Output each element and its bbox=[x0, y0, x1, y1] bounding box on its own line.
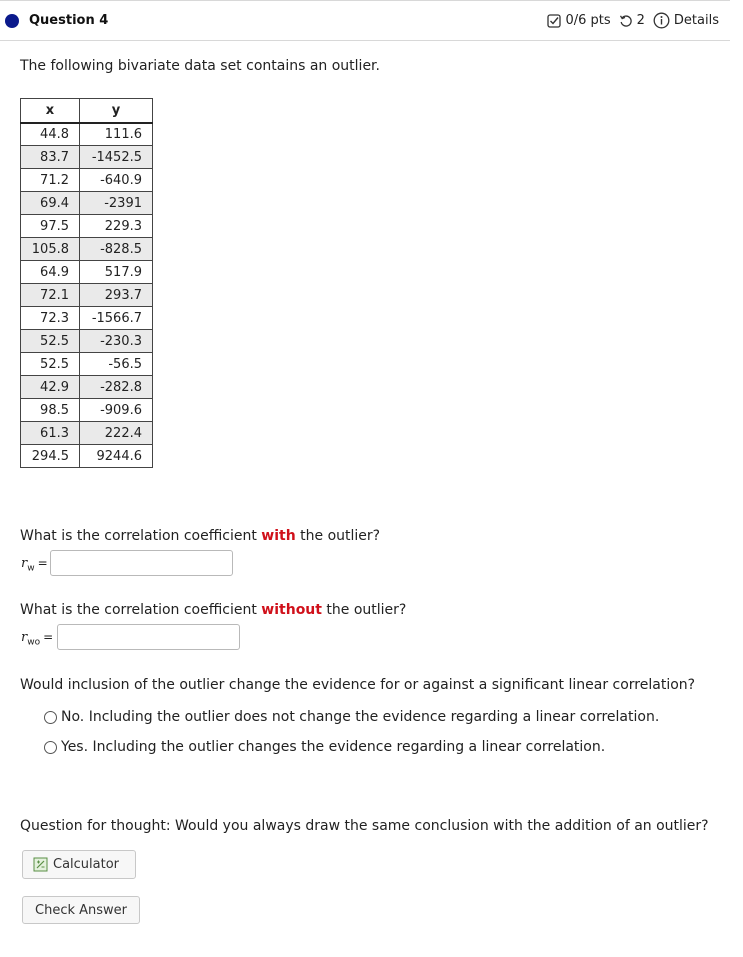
cell-y: -909.6 bbox=[80, 399, 153, 422]
cell-x: 69.4 bbox=[21, 192, 80, 215]
cell-x: 64.9 bbox=[21, 261, 80, 284]
table-header-row bbox=[21, 99, 153, 123]
info-icon bbox=[653, 12, 670, 29]
cell-x: 294.5 bbox=[21, 445, 80, 468]
r-symbol: r bbox=[21, 630, 28, 645]
question-text: What is the correlation coefficient bbox=[20, 602, 262, 618]
calculator-label: Calculator bbox=[53, 857, 120, 872]
equals-sign: = bbox=[43, 630, 54, 644]
column-header-x: x bbox=[21, 99, 80, 123]
cell-x: 98.5 bbox=[21, 399, 80, 422]
emphasis-without: without bbox=[261, 602, 322, 618]
question-without-outlier bbox=[20, 602, 406, 618]
cell-y: -1452.5 bbox=[80, 146, 153, 169]
table-row bbox=[21, 215, 153, 238]
data-table bbox=[20, 98, 153, 468]
table-row bbox=[21, 353, 153, 376]
cell-x: 105.8 bbox=[21, 238, 80, 261]
cell-y: -230.3 bbox=[80, 330, 153, 353]
question-text: the outlier? bbox=[321, 602, 407, 618]
equals-sign: = bbox=[37, 556, 48, 570]
cell-x: 72.1 bbox=[21, 284, 80, 307]
table-row bbox=[21, 284, 153, 307]
table-row bbox=[21, 238, 153, 261]
table-row bbox=[21, 445, 153, 468]
retry-icon bbox=[619, 14, 633, 28]
check-answer-button[interactable]: Check Answer bbox=[22, 896, 140, 924]
cell-x: 52.5 bbox=[21, 353, 80, 376]
option-yes[interactable] bbox=[44, 739, 605, 755]
r-symbol: r bbox=[21, 556, 28, 571]
question-with-outlier bbox=[20, 528, 380, 544]
details-toggle[interactable] bbox=[653, 12, 719, 29]
table-row bbox=[21, 169, 153, 192]
question-title: Question 4 bbox=[29, 13, 109, 28]
r-without-label bbox=[21, 630, 53, 648]
table-row bbox=[21, 422, 153, 445]
question-text: What is the correlation coefficient bbox=[20, 528, 262, 544]
inclusion-question: Would inclusion of the outlier change the evidence for or against a significant linear correlation? bbox=[20, 677, 696, 693]
cell-x: 97.5 bbox=[21, 215, 80, 238]
table-row bbox=[21, 123, 153, 146]
radio-button[interactable] bbox=[44, 711, 57, 724]
cell-x: 71.2 bbox=[21, 169, 80, 192]
cell-y: 222.4 bbox=[80, 422, 153, 445]
cell-y: -1566.7 bbox=[80, 307, 153, 330]
details-label: Details bbox=[673, 13, 719, 28]
r-subscript: w bbox=[27, 563, 35, 574]
r-with-label bbox=[21, 556, 48, 574]
radio-button[interactable] bbox=[44, 741, 57, 754]
cell-x: 72.3 bbox=[21, 307, 80, 330]
question-header bbox=[0, 0, 730, 41]
r-without-input[interactable] bbox=[57, 624, 240, 650]
table-row bbox=[21, 376, 153, 399]
cell-y: 111.6 bbox=[80, 123, 153, 146]
retries-count: 2 bbox=[636, 13, 645, 28]
option-label: No. Including the outlier does not change the evidence regarding a linear correlation. bbox=[61, 709, 660, 725]
cell-x: 83.7 bbox=[21, 146, 80, 169]
table-row bbox=[21, 307, 153, 330]
cell-y: -282.8 bbox=[80, 376, 153, 399]
cell-x: 42.9 bbox=[21, 376, 80, 399]
table-row bbox=[21, 261, 153, 284]
table-row bbox=[21, 146, 153, 169]
cell-y: -828.5 bbox=[80, 238, 153, 261]
cell-y: 229.3 bbox=[80, 215, 153, 238]
cell-y: -640.9 bbox=[80, 169, 153, 192]
cell-x: 61.3 bbox=[21, 422, 80, 445]
cell-y: 517.9 bbox=[80, 261, 153, 284]
option-no[interactable] bbox=[44, 709, 659, 725]
score-text: 0/6 pts bbox=[565, 13, 611, 28]
cell-y: -2391 bbox=[80, 192, 153, 215]
r-with-input[interactable] bbox=[50, 550, 233, 576]
column-header-y: y bbox=[80, 99, 153, 123]
question-prompt: The following bivariate data set contains an outlier. bbox=[20, 58, 380, 74]
question-status-dot bbox=[5, 14, 19, 28]
cell-y: 9244.6 bbox=[80, 445, 153, 468]
emphasis-with: with bbox=[261, 528, 296, 544]
cell-y: 293.7 bbox=[80, 284, 153, 307]
thought-question: Question for thought: Would you always draw the same conclusion with the addition of an outlier? bbox=[20, 818, 709, 834]
cell-x: 44.8 bbox=[21, 123, 80, 146]
calculator-icon bbox=[33, 857, 48, 872]
cell-y: -56.5 bbox=[80, 353, 153, 376]
table-row bbox=[21, 399, 153, 422]
option-label: Yes. Including the outlier changes the evidence regarding a linear correlation. bbox=[61, 739, 606, 755]
header-info bbox=[547, 12, 719, 29]
cell-x: 52.5 bbox=[21, 330, 80, 353]
calculator-button[interactable] bbox=[22, 850, 136, 879]
r-subscript: wo bbox=[27, 637, 41, 648]
table-row bbox=[21, 192, 153, 215]
question-text: the outlier? bbox=[295, 528, 381, 544]
score-checkbox-icon bbox=[547, 14, 561, 28]
table-row bbox=[21, 330, 153, 353]
